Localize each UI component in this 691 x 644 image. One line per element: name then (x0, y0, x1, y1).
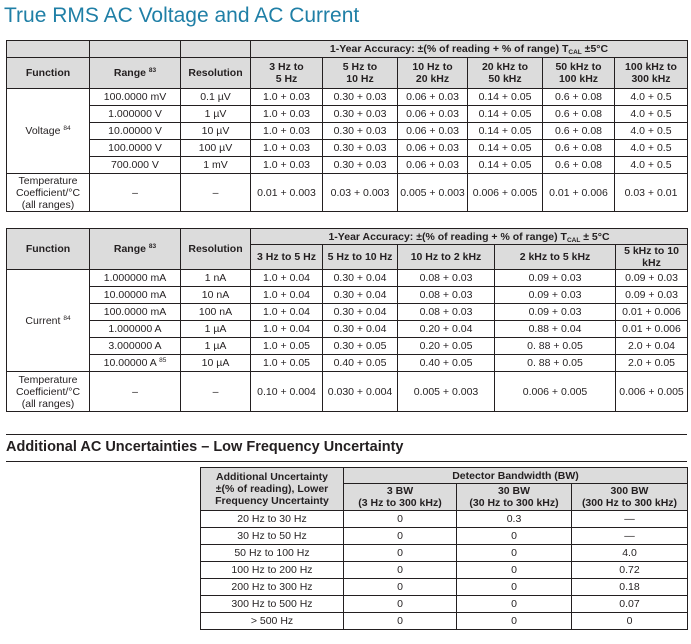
range-cell: – (90, 174, 181, 212)
page-title: True RMS AC Voltage and AC Current (4, 4, 360, 27)
bandwidth-column-header: 300 BW (300 Hz to 300 kHz) (572, 484, 688, 511)
frequency-cell: 20 Hz to 30 Hz (201, 511, 344, 528)
resolution-cell: 1 mV (181, 157, 251, 174)
value-cell: 0.6 + 0.08 (543, 140, 615, 157)
resolution-cell: – (181, 174, 251, 212)
range-cell: 1.000000 A (90, 321, 181, 338)
value-cell: 0.6 + 0.08 (543, 106, 615, 123)
voltage-corner-cell (7, 41, 90, 58)
table-row (7, 89, 688, 106)
table-row (7, 106, 688, 123)
value-cell: 0.30 + 0.03 (323, 89, 398, 106)
value-cell: 0 (344, 511, 457, 528)
value-cell: 0.08 + 0.03 (398, 304, 495, 321)
value-cell: 0.006 + 0.005 (616, 372, 688, 412)
value-cell: 0.14 + 0.05 (468, 123, 543, 140)
table-row (201, 596, 688, 613)
voltage-function-cell: Voltage $^{84}$ (7, 89, 90, 174)
value-cell: 0.08 + 0.03 (398, 270, 495, 287)
table-row (7, 338, 688, 355)
current-range-header: Range $^{83}$ (90, 229, 181, 270)
voltage-band-header: 5 Hz to 10 Hz (323, 58, 398, 89)
uncertainty-header: Additional Uncertainty ±(% of reading), Lower Frequency Uncertainty (201, 468, 344, 511)
value-cell: 0. 88 + 0.05 (495, 338, 616, 355)
value-cell: 1.0 + 0.03 (251, 157, 323, 174)
value-cell: 0.03 + 0.003 (323, 174, 398, 212)
voltage-band-header: 20 kHz to 50 kHz (468, 58, 543, 89)
table-row (201, 613, 688, 630)
value-cell: 0.09 + 0.03 (495, 270, 616, 287)
value-cell: 2.0 + 0.05 (616, 355, 688, 372)
frequency-cell: 200 Hz to 300 Hz (201, 579, 344, 596)
value-cell: 0.14 + 0.05 (468, 157, 543, 174)
value-cell: 0.06 + 0.03 (398, 106, 468, 123)
table-row (7, 140, 688, 157)
value-cell: 0.030 + 0.004 (323, 372, 398, 412)
resolution-cell: 1 µA (181, 338, 251, 355)
current-band-header: 5 kHz to 10 kHz (616, 245, 688, 270)
value-cell: 0.30 + 0.05 (323, 338, 398, 355)
range-cell: 700.000 V (90, 157, 181, 174)
section-divider (6, 461, 687, 462)
resolution-cell: 10 µV (181, 123, 251, 140)
value-cell: 1.0 + 0.05 (251, 355, 323, 372)
value-cell: 4.0 + 0.5 (615, 89, 688, 106)
value-cell: 1.0 + 0.03 (251, 140, 323, 157)
range-cell: 100.0000 V (90, 140, 181, 157)
temperature-coefficient-row (7, 174, 688, 212)
value-cell: 0.72 (572, 562, 688, 579)
value-cell: 0.30 + 0.04 (323, 270, 398, 287)
voltage-band-header: 3 Hz to 5 Hz (251, 58, 323, 89)
value-cell: 0.03 + 0.01 (615, 174, 688, 212)
table-row (7, 355, 688, 372)
table-row (7, 123, 688, 140)
value-cell: 0.06 + 0.03 (398, 89, 468, 106)
value-cell: 0 (457, 579, 572, 596)
value-cell: 0.30 + 0.04 (323, 304, 398, 321)
table-row (201, 562, 688, 579)
voltage-corner-cell (90, 41, 181, 58)
value-cell: 0.09 + 0.03 (616, 270, 688, 287)
voltage-band-header: 50 kHz to 100 kHz (543, 58, 615, 89)
value-cell: 1.0 + 0.03 (251, 106, 323, 123)
range-cell: 1.000000 V (90, 106, 181, 123)
value-cell: 0.6 + 0.08 (543, 157, 615, 174)
table-row (201, 511, 688, 528)
voltage-band-header: 10 Hz to 20 kHz (398, 58, 468, 89)
current-resolution-header: Resolution (181, 229, 251, 270)
voltage-function-header: Function (7, 58, 90, 89)
value-cell: 0 (344, 528, 457, 545)
range-cell: 10.00000 A $^{85}$ (90, 355, 181, 372)
table-row (7, 304, 688, 321)
value-cell: 0 (457, 613, 572, 630)
value-cell: 0 (344, 596, 457, 613)
section-divider (6, 434, 687, 435)
value-cell: 0.06 + 0.03 (398, 123, 468, 140)
value-cell: 0 (572, 613, 688, 630)
value-cell: 4.0 + 0.5 (615, 140, 688, 157)
range-cell: 1.000000 mA (90, 270, 181, 287)
value-cell: 0.06 + 0.03 (398, 157, 468, 174)
frequency-cell: 50 Hz to 100 Hz (201, 545, 344, 562)
resolution-cell: 10 nA (181, 287, 251, 304)
value-cell: 1.0 + 0.03 (251, 123, 323, 140)
resolution-cell: 1 nA (181, 270, 251, 287)
range-cell: 100.0000 mA (90, 304, 181, 321)
value-cell: 0.006 + 0.005 (495, 372, 616, 412)
range-cell: 10.00000 mA (90, 287, 181, 304)
value-cell: 0.01 + 0.006 (543, 174, 615, 212)
current-function-header: Function (7, 229, 90, 270)
value-cell: 0. 88 + 0.05 (495, 355, 616, 372)
current-band-header: 5 Hz to 10 Hz (323, 245, 398, 270)
temp-coeff-label: Temperature Coefficient/°C (all ranges) (7, 372, 90, 412)
value-cell: 0 (344, 562, 457, 579)
value-cell: 0 (344, 613, 457, 630)
current-function-cell: Current $^{84}$ (7, 270, 90, 372)
value-cell: 0.18 (572, 579, 688, 596)
range-cell: 10.00000 V (90, 123, 181, 140)
value-cell: 0.30 + 0.03 (323, 140, 398, 157)
value-cell: 1.0 + 0.04 (251, 287, 323, 304)
value-cell: 0.40 + 0.05 (323, 355, 398, 372)
resolution-cell: 1 µV (181, 106, 251, 123)
voltage-range-header: Range $^{83}$ (90, 58, 181, 89)
current-band-header: 2 kHz to 5 kHz (495, 245, 616, 270)
table-row (201, 545, 688, 562)
value-cell: 0.09 + 0.03 (495, 287, 616, 304)
value-cell: 1.0 + 0.05 (251, 338, 323, 355)
bandwidth-column-header: 30 BW (30 Hz to 300 kHz) (457, 484, 572, 511)
value-cell: 0.40 + 0.05 (398, 355, 495, 372)
resolution-cell: 0.1 µV (181, 89, 251, 106)
voltage-accuracy-group-header: 1-Year Accuracy: ±(% of reading + % of range) $T_{CAL} \pm 5^\circ C$ (251, 41, 688, 58)
voltage-corner-cell (181, 41, 251, 58)
range-cell: – (90, 372, 181, 412)
value-cell: 4.0 (572, 545, 688, 562)
value-cell: 0.006 + 0.005 (468, 174, 543, 212)
bandwidth-group-header: Detector Bandwidth (BW) (344, 468, 688, 484)
range-cell: 100.0000 mV (90, 89, 181, 106)
value-cell: 0.14 + 0.05 (468, 140, 543, 157)
table-row (7, 270, 688, 287)
frequency-cell: 300 Hz to 500 Hz (201, 596, 344, 613)
value-cell: 0.30 + 0.03 (323, 157, 398, 174)
value-cell: 4.0 + 0.5 (615, 123, 688, 140)
value-cell: 1.0 + 0.04 (251, 270, 323, 287)
value-cell: 0.3 (457, 511, 572, 528)
value-cell: 0.30 + 0.04 (323, 321, 398, 338)
value-cell: 0.01 + 0.003 (251, 174, 323, 212)
value-cell: 0.005 + 0.003 (398, 174, 468, 212)
value-cell: 0.01 + 0.006 (616, 304, 688, 321)
value-cell: 0.30 + 0.03 (323, 106, 398, 123)
value-cell: 0 (344, 579, 457, 596)
table-row (201, 528, 688, 545)
value-cell: 4.0 + 0.5 (615, 106, 688, 123)
value-cell: 0.07 (572, 596, 688, 613)
voltage-band-header: 100 kHz to 300 kHz (615, 58, 688, 89)
value-cell: 0 (457, 528, 572, 545)
table-row (7, 287, 688, 304)
value-cell: 0 (457, 596, 572, 613)
ac-voltage-table (6, 40, 688, 212)
bandwidth-column-header: 3 BW (3 Hz to 300 kHz) (344, 484, 457, 511)
value-cell: 1.0 + 0.04 (251, 304, 323, 321)
value-cell: 0.6 + 0.08 (543, 89, 615, 106)
value-cell: 2.0 + 0.04 (616, 338, 688, 355)
value-cell: 0.20 + 0.04 (398, 321, 495, 338)
value-cell: 0.09 + 0.03 (495, 304, 616, 321)
value-cell: 4.0 + 0.5 (615, 157, 688, 174)
value-cell: 0 (344, 545, 457, 562)
value-cell: — (572, 511, 688, 528)
value-cell: 0.30 + 0.03 (323, 123, 398, 140)
value-cell: 1.0 + 0.03 (251, 89, 323, 106)
value-cell: 0.10 + 0.004 (251, 372, 323, 412)
value-cell: 0.88 + 0.04 (495, 321, 616, 338)
current-accuracy-group-header: 1-Year Accuracy: ±(% of reading + % of range) $T_{CAL} \pm 5^\circ C$ (251, 229, 688, 245)
value-cell: 0.6 + 0.08 (543, 123, 615, 140)
value-cell: 0 (457, 562, 572, 579)
value-cell: 1.0 + 0.04 (251, 321, 323, 338)
frequency-cell: 100 Hz to 200 Hz (201, 562, 344, 579)
resolution-cell: – (181, 372, 251, 412)
value-cell: 0.005 + 0.003 (398, 372, 495, 412)
value-cell: — (572, 528, 688, 545)
low-frequency-uncertainty-table (200, 467, 688, 630)
resolution-cell: 10 µA (181, 355, 251, 372)
value-cell: 0.14 + 0.05 (468, 106, 543, 123)
value-cell: 0.08 + 0.03 (398, 287, 495, 304)
resolution-cell: 100 nA (181, 304, 251, 321)
frequency-cell: 30 Hz to 50 Hz (201, 528, 344, 545)
value-cell: 0.09 + 0.03 (616, 287, 688, 304)
table-row (7, 157, 688, 174)
ac-current-table (6, 228, 688, 412)
temp-coeff-label: Temperature Coefficient/°C (all ranges) (7, 174, 90, 212)
frequency-cell: > 500 Hz (201, 613, 344, 630)
resolution-cell: 1 µA (181, 321, 251, 338)
temperature-coefficient-row (7, 372, 688, 412)
resolution-cell: 100 µV (181, 140, 251, 157)
section-title: Additional AC Uncertainties – Low Frequency Uncertainty (6, 439, 404, 455)
current-band-header: 3 Hz to 5 Hz (251, 245, 323, 270)
table-row (7, 321, 688, 338)
range-cell: 3.000000 A (90, 338, 181, 355)
table-row (201, 579, 688, 596)
value-cell: 0 (457, 545, 572, 562)
current-band-header: 10 Hz to 2 kHz (398, 245, 495, 270)
value-cell: 0.30 + 0.04 (323, 287, 398, 304)
value-cell: 0.14 + 0.05 (468, 89, 543, 106)
voltage-resolution-header: Resolution (181, 58, 251, 89)
value-cell: 0.20 + 0.05 (398, 338, 495, 355)
value-cell: 0.01 + 0.006 (616, 321, 688, 338)
value-cell: 0.06 + 0.03 (398, 140, 468, 157)
